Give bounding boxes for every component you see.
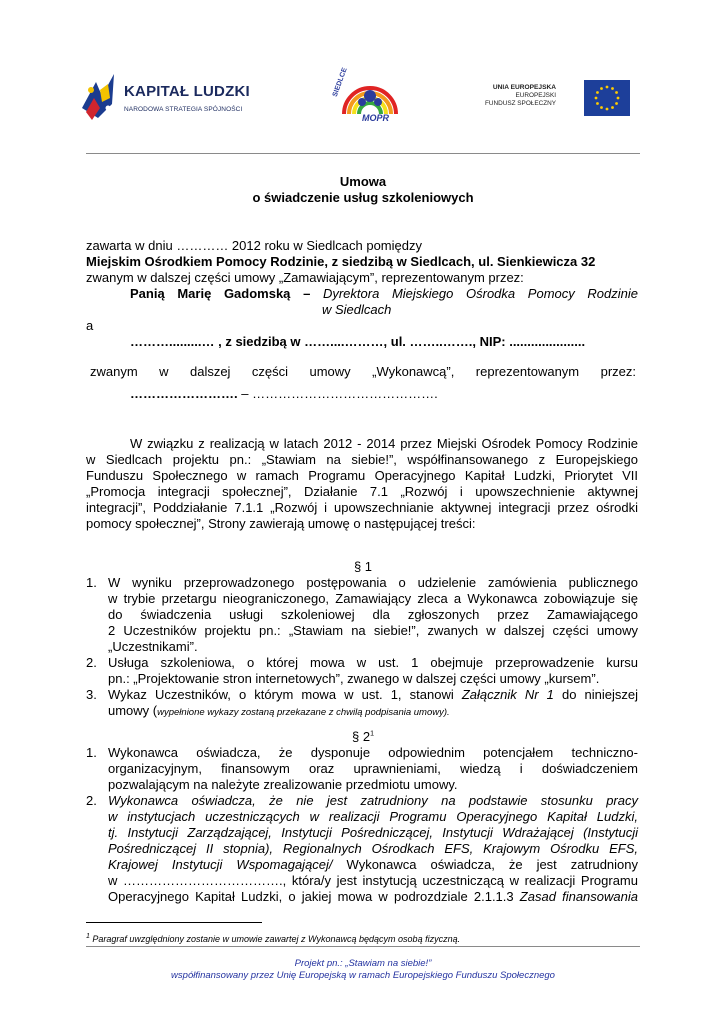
s1-item-1-line-5: „Uczestnikami”. <box>108 639 198 654</box>
header-divider <box>86 153 640 154</box>
section-1-heading: § 1 <box>353 559 373 574</box>
s2-item-2-number: 2. <box>86 793 97 808</box>
eu-line1: UNIA EUROPEJSKA <box>492 84 556 91</box>
s2-item-2-line-5 <box>108 857 638 872</box>
representative-title-cont: w Siedlcach <box>322 302 392 317</box>
contractor-role-line: zwanym w dalszej części umowy „Wykonawcą”, reprezentowanym przez: <box>90 364 636 379</box>
intro-line-3: Funduszu Społecznego w ramach Programu Operacyjnego Kapitał Ludzki, Priorytet VII <box>86 468 638 483</box>
eu-star-icon <box>611 106 614 109</box>
contracting-party-role: zwanym w dalszej części umowy „Zamawiającym”, reprezentowanym przez: <box>86 270 524 285</box>
s1-item-1-number: 1. <box>86 575 97 590</box>
intro-line-6: pomocy społecznej”, Strony zawierają umowę o następującej treści: <box>86 516 476 531</box>
footnote-text: Paragraf uwzględniony zostanie w umowie zawartej z Wykonawcą będącym osobą fizyczną. <box>89 934 461 944</box>
s1-item-3-number: 3. <box>86 687 97 702</box>
footnote-marker: 1 <box>86 933 90 940</box>
mopr-arc-text: SIEDLCE <box>331 66 349 98</box>
s1-item-1-line-3: do świadczenia usługi szkoleniowej dla zgłoszonych przez Zamawiającego <box>108 607 638 622</box>
s2-item-1-number: 1. <box>86 745 97 760</box>
contractor-details-line: ……….........… , z siedzibą w ……....………, ul. ……..……., NIP: ..................... <box>130 334 586 349</box>
s2-item-1-line-3: pozwalającym na należyte zrealizowanie przedmiotu umowy. <box>108 777 458 792</box>
s1-item-2-number: 2. <box>86 655 97 670</box>
eu-flag <box>584 80 630 116</box>
eu-star-icon <box>615 91 618 94</box>
eu-star-icon <box>596 91 599 94</box>
eu-line2: EUROPEJSKI <box>515 92 556 99</box>
s1-item-3-umowy: umowy ( <box>108 703 158 718</box>
eu-star-icon <box>606 108 609 111</box>
s1-item-2-line-1: Usługa szkoleniowa, o której mowa w ust. 1 obejmuje przeprowadzenie kursu <box>108 655 638 670</box>
contractor-rep-title: – ……………………………………. <box>237 386 438 401</box>
representative-name: Panią Marię Gadomską – <box>130 286 311 301</box>
eu-stars-icon <box>584 80 630 116</box>
mopr-text: MOPR <box>362 113 389 123</box>
contractor-representative-line <box>130 386 438 401</box>
document-subtitle: o świadczenie usług szkoleniowych <box>252 190 474 205</box>
s1-item-3-line-2 <box>108 703 450 720</box>
footnote-divider <box>86 922 262 923</box>
s2-item-2-line-1: Wykonawca oświadcza, że nie jest zatrudniony na podstawie stosunku pracy <box>108 793 638 808</box>
s1-item-1-line-2: w trybie przetargu nieograniczonego, Zamawiający zleca a Wykonawca zobowiązuje się <box>108 591 638 606</box>
s1-item-1-line-4: 2 Uczestników projektu pn.: „Stawiam na siebie!”, zwanych w dalszej części umowy <box>108 623 638 638</box>
eu-star-icon <box>595 97 598 100</box>
contractor-rep-name: ……………………. <box>130 386 238 401</box>
s1-item-3-attachment: Załącznik Nr 1 <box>461 687 554 702</box>
s2-item-2-line-7 <box>108 889 638 904</box>
s2-item-2-alt-statement: Wykonawca oświadcza, że jest zatrudniony <box>332 857 639 872</box>
s1-item-3-text-a: Wykaz Uczestników, o którym mowa w ust. 1, stanowi <box>108 687 462 702</box>
eu-star-icon <box>617 97 620 100</box>
s1-item-2-line-2: pn.: „Projektowanie stron internetowych”, zwanego w dalszej części umowy „kursem”. <box>108 671 600 686</box>
s2-item-2-line-7-text: Operacyjnego Kapitał Ludzki, o jakiej mowa w podrozdziale 2.1.1.3 <box>108 889 520 904</box>
contracting-party-line: Miejskim Ośrodkiem Pomocy Rodzinie, z siedzibą w Siedlcach, ul. Sienkiewicza 32 <box>86 254 596 269</box>
representative-title: Dyrektora Miejskiego Ośrodka Pomocy Rodzinie <box>322 286 638 301</box>
s2-item-2-line-7-ref: Zasad finansowania <box>519 889 638 904</box>
s2-item-1-line-1: Wykonawca oświadcza, że dysponuje odpowiednim potencjałem techniczno- <box>108 745 638 760</box>
eu-star-icon <box>600 106 603 109</box>
s1-item-3-text-c: do niniejszej <box>553 687 639 702</box>
section-2-heading <box>86 729 640 744</box>
representative-line <box>130 286 638 301</box>
kapital-ludzki-emblem <box>78 68 120 124</box>
intro-line-1: W związku z realizacją w latach 2012 - 2014 przez Miejski Ośrodek Pomocy Rodzinie <box>130 436 638 451</box>
eu-logo-text <box>485 84 556 108</box>
eu-star-icon <box>596 102 599 105</box>
eu-star-icon <box>615 102 618 105</box>
intro-line-4: „Promocja integracji społecznej”, Działanie 7.1 „Rozwój i upowszechnienie aktywnej <box>86 484 638 499</box>
eu-line3: FUNDUSZ SPOŁECZNY <box>484 100 556 107</box>
conjunction-a: a <box>86 318 94 333</box>
kapital-ludzki-title: KAPITAŁ LUDZKI <box>124 83 250 100</box>
s2-item-2-line-4: Pośredniczącej II stopnia), Regionalnych Ośrodkach EFS, Krajowym Ośrodku EFS, <box>108 841 638 856</box>
section-2-footnote-ref: 1 <box>370 730 374 738</box>
eu-star-icon <box>600 87 603 90</box>
s1-item-1-line-1: W wyniku przeprowadzonego postępowania o udzielenie zamówienia publicznego <box>108 575 638 590</box>
footnote <box>86 932 460 947</box>
footer-project-line: Projekt pn.: „Stawiam na siebie!” <box>294 958 432 969</box>
s1-item-3-line-1 <box>108 687 638 702</box>
document-title: Umowa <box>339 174 387 189</box>
mopr-logo <box>331 66 402 130</box>
section-2-heading-text: § 2 <box>352 729 371 744</box>
footer-divider <box>86 946 640 947</box>
eu-star-icon <box>606 86 609 89</box>
s2-item-1-line-2: organizacyjnym, finansowym oraz uprawnieniami, wiedzą i doświadczeniem <box>108 761 638 776</box>
intro-line-2: w Siedlcach projektu pn.: „Stawiam na siebie!”, współfinansowanego z Europejskiego <box>86 452 638 467</box>
kapital-ludzki-subtitle: NARODOWA STRATEGIA SPÓJNOŚCI <box>124 106 243 113</box>
intro-line-5: integracji”, Poddziałanie 7.1.1 „Rozwój i upowszechnianie aktywnej integracji przez ośrodki <box>86 500 638 515</box>
s1-item-3-note: wypełnione wykazy zostaną przekazane z chwilą podpisania umowy). <box>157 707 450 718</box>
s2-item-2-line-6: w ………………………………., która/y jest instytucją uczestniczącą w realizacji Programu <box>108 873 638 888</box>
s2-item-2-line-2: w instytucjach uczestniczących w realizacji Programu Operacyjnego Kapitał Ludzki, <box>108 809 638 824</box>
s2-item-2-institution: Krajowej Instytucji Wspomagającej/ <box>108 857 333 872</box>
eu-star-icon <box>611 87 614 90</box>
eu-logo <box>484 80 630 120</box>
kapital-ludzki-logo <box>78 68 248 124</box>
s2-item-2-line-3: tj. Instytucji Zarządzającej, Instytucji Pośredniczącej, Instytucji Wdrażającej (Instytucji <box>108 825 638 840</box>
agreement-date-line: zawarta w dniu ………… 2012 roku w Siedlcach pomiędzy <box>86 238 422 253</box>
footer-funding-line: współfinansowany przez Unię Europejską w ramach Europejskiego Funduszu Społecznego <box>171 970 555 981</box>
